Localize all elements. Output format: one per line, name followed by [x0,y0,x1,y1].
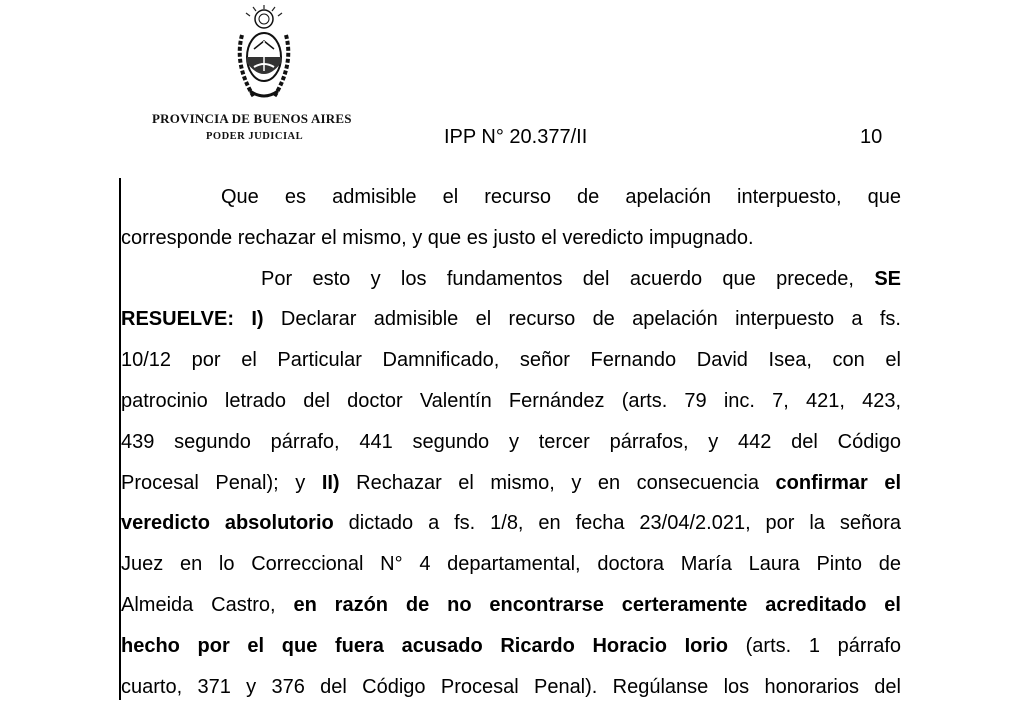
text-span: Almeida Castro, [121,593,276,616]
text-line [121,259,901,300]
text-span: Rechazar el mismo, y en consecuencia [356,471,759,494]
text-line: 439 segundo párrafo, 441 segundo y tercer párrafos, y 442 del Código [121,430,901,453]
text-span: Por esto y los fundamentos del acuerdo que precede, [261,267,854,290]
text-line [121,626,901,667]
bold-text: RESUELVE: I) [121,308,264,331]
bold-text: SE [874,267,901,290]
institution-province: PROVINCIA DE BUENOS AIRES [152,111,352,126]
text-line: Juez en lo Correccional N° 4 departamental, doctora María Laura Pinto de [121,553,901,576]
text-span: dictado a fs. 1/8, en fecha 23/04/2.021, por la señora [348,512,901,535]
text-line [121,463,901,504]
text-line [121,585,901,626]
text-line [121,503,901,544]
document-body [121,177,901,707]
bold-text: hecho por el que fuera acusado Ricardo Horacio Iorio [121,634,728,657]
text-line [121,299,901,340]
page-number: 10 [860,126,883,148]
text-line: cuarto, 371 y 376 del Código Procesal Penal). Regúlanse los honorarios del [121,675,901,698]
text-line: Que es admisible el recurso de apelación interpuesto, que [221,186,901,208]
bold-text: veredicto absolutorio [121,512,334,535]
text-span: Declarar admisible el recurso de apelación interpuesto a fs. [280,308,901,331]
text-line: 10/12 por el Particular Damnificado, señor Fernando David Isea, con el [121,349,901,372]
text-span: (arts. 1 párrafo [745,634,901,657]
text-span: Procesal Penal); y [121,471,306,494]
bold-text: II) [321,471,340,494]
text-line: corresponde rechazar el mismo, y que es justo el veredicto impugnado. [121,226,754,249]
text-line: patrocinio letrado del doctor Valentín Fernández (arts. 79 inc. 7, 421, 423, [121,389,901,412]
bold-text: confirmar el [775,471,902,494]
bold-text: en razón de no encontrarse certeramente acreditado el [293,593,901,616]
case-number: IPP N° 20.377/II [444,126,588,148]
institution-name [152,111,352,142]
institution-branch: PODER JUDICIAL [206,131,304,142]
coat-of-arms-icon [232,5,296,105]
